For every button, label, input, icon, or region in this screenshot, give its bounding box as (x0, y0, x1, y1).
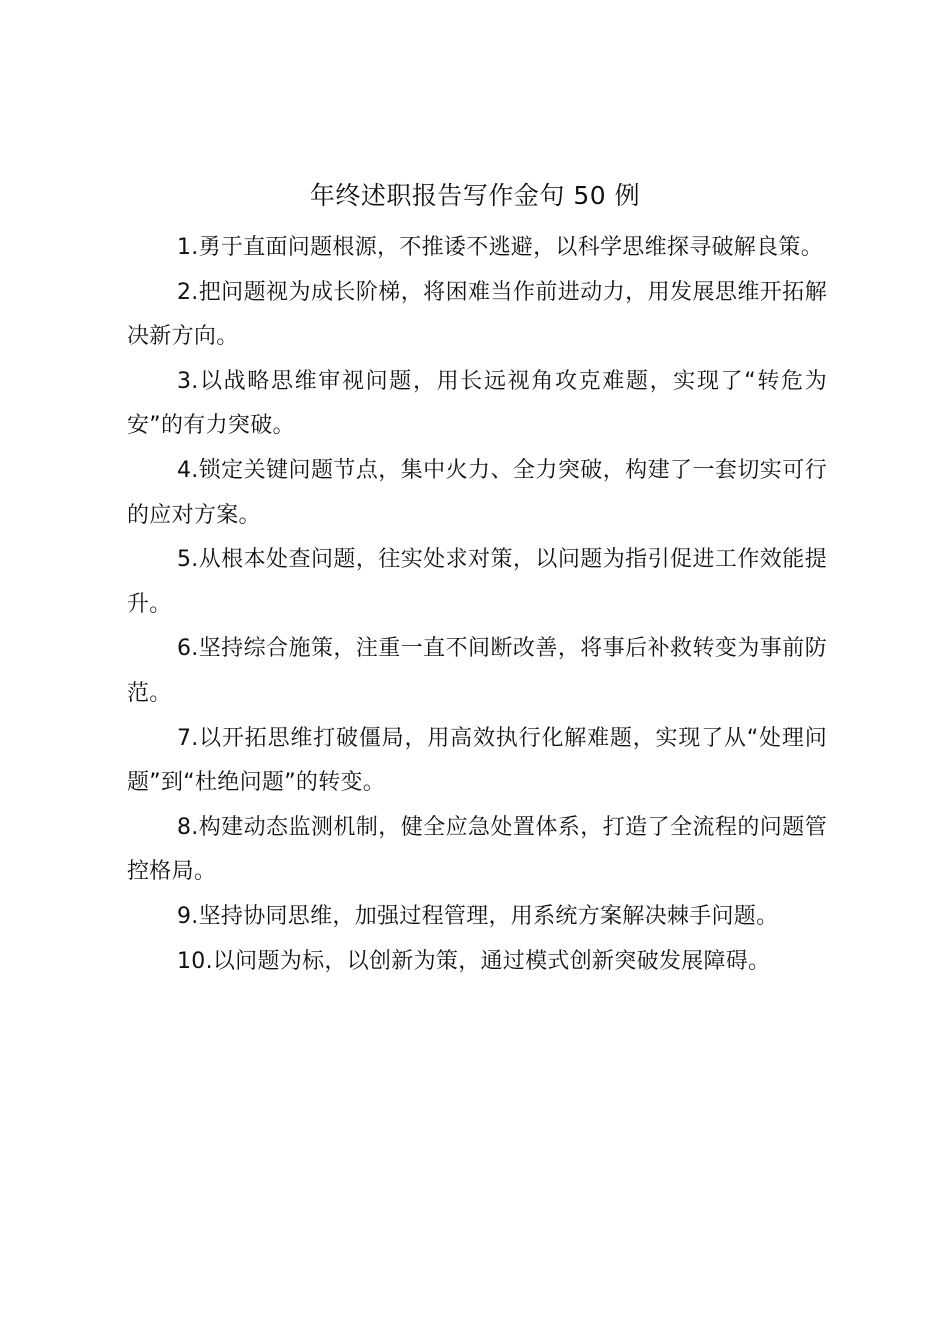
paragraph: 1.勇于直面问题根源，不推诿不逃避，以科学思维探寻破解良策。 (177, 235, 823, 260)
paragraph: 3.以战略思维审视问题，用长远视角攻克难题，实现了“转危为安”的有力突破。 (127, 368, 827, 439)
paragraph: 6.坚持综合施策，注重一直不间断改善，将事后补救转变为事前防范。 (127, 636, 827, 706)
paragraph: 10.以问题为标，以创新为策，通过模式创新突破发展障碍。 (177, 948, 771, 974)
paragraph: 9.坚持协同思维，加强过程管理，用系统方案解决棘手问题。 (177, 903, 779, 929)
paragraph: 5.从根本处查问题，往实处求对策，以问题为指引促进工作效能提升。 (127, 547, 827, 617)
paragraph: 8.构建动态监测机制，健全应急处置体系，打造了全流程的问题管控格局。 (127, 814, 827, 885)
document-title: 年终述职报告写作金句 50 例 (309, 181, 641, 210)
document-body (127, 226, 827, 984)
paragraph: 2.把问题视为成长阶梯，将困难当作前进动力，用发展思维开拓解决新方向。 (127, 279, 827, 350)
paragraph: 7.以开拓思维打破僵局，用高效执行化解难题，实现了从“处理问题”到“杜绝问题”的转变。 (127, 725, 827, 796)
paragraph: 4.锁定关键问题节点，集中火力、全力突破，构建了一套切实可行的应对方案。 (127, 457, 827, 528)
